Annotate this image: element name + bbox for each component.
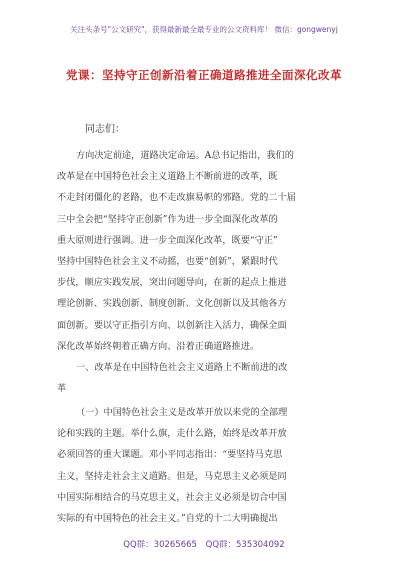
paragraph-line: 重大原则进行强调。进一步全面深化改革，既要“守正” [57,234,278,246]
paragraph-line: 理论创新、实践创新、制度创新、文化创新以及其他各方 [57,298,287,310]
heading-line: 革 [57,383,67,395]
footer-qq-groups [0,538,408,550]
paragraph-line: 必须回答的重大课题。邓小平同志指出：“要坚持马克思 [57,449,283,461]
paragraph-line: 论和实践的主题。举什么旗，走什么路，始终是改革开放 [57,428,287,440]
salutation: 同志们： [85,124,125,135]
paragraph-line: 中国实际相结合的马克思主义，社会主义必须是切合中国 [57,491,287,503]
paragraph-line: （一）中国特色社会主义是改革开放以来党的全部理 [76,407,288,418]
paragraph-1 [57,145,353,357]
paragraph-line: 方向决定前途，道路决定命运。A总书记指出，我们的 [76,150,294,161]
paragraph-line: 步伐，顺应实践发展，突出问题导向，在新的起点上推进 [57,277,287,289]
qq-group-1: QQ群：30265665 [123,540,197,550]
paragraph-2 [57,402,353,529]
section-1-heading [57,357,353,399]
paragraph-line: 三中全会把“坚持守正创新”作为进一步全面深化改革的 [57,213,278,225]
document-title: 党课：坚持守正创新沿着正确道路推进全面深化改革 [66,68,342,82]
qq-group-2: QQ群：535304092 [205,540,285,550]
paragraph-line: 面创新。要以守正指引方向、以创新注入活力，确保全面 [57,319,287,331]
paragraph-line: 主义，坚持走社会主义道路。但是，马克思主义必须是同 [57,470,287,482]
paragraph-line: 深化改革始终朝着正确方向、沿着正确道路推进。 [57,340,260,352]
heading-line: 一、改革是在中国特色社会主义道路上不断前进的改 [76,362,288,373]
paragraph-line: 实际的有中国特色的社会主义。”自党的十二大明确提出 [57,512,278,524]
paragraph-line: 坚持中国特色社会主义不动摇，也要“创新”，紧跟时代 [57,255,278,267]
header-note: 关注头条号"公文研究"，获得最新最全最专业的公文资料库！ 微信：gongwenyj [70,25,338,34]
paragraph-line: 不走封闭僵化的老路，也不走改旗易帜的邪路。党的二十届 [57,192,296,204]
paragraph-line: 改革是在中国特色社会主义道路上不断前进的改革，既 [57,171,278,183]
